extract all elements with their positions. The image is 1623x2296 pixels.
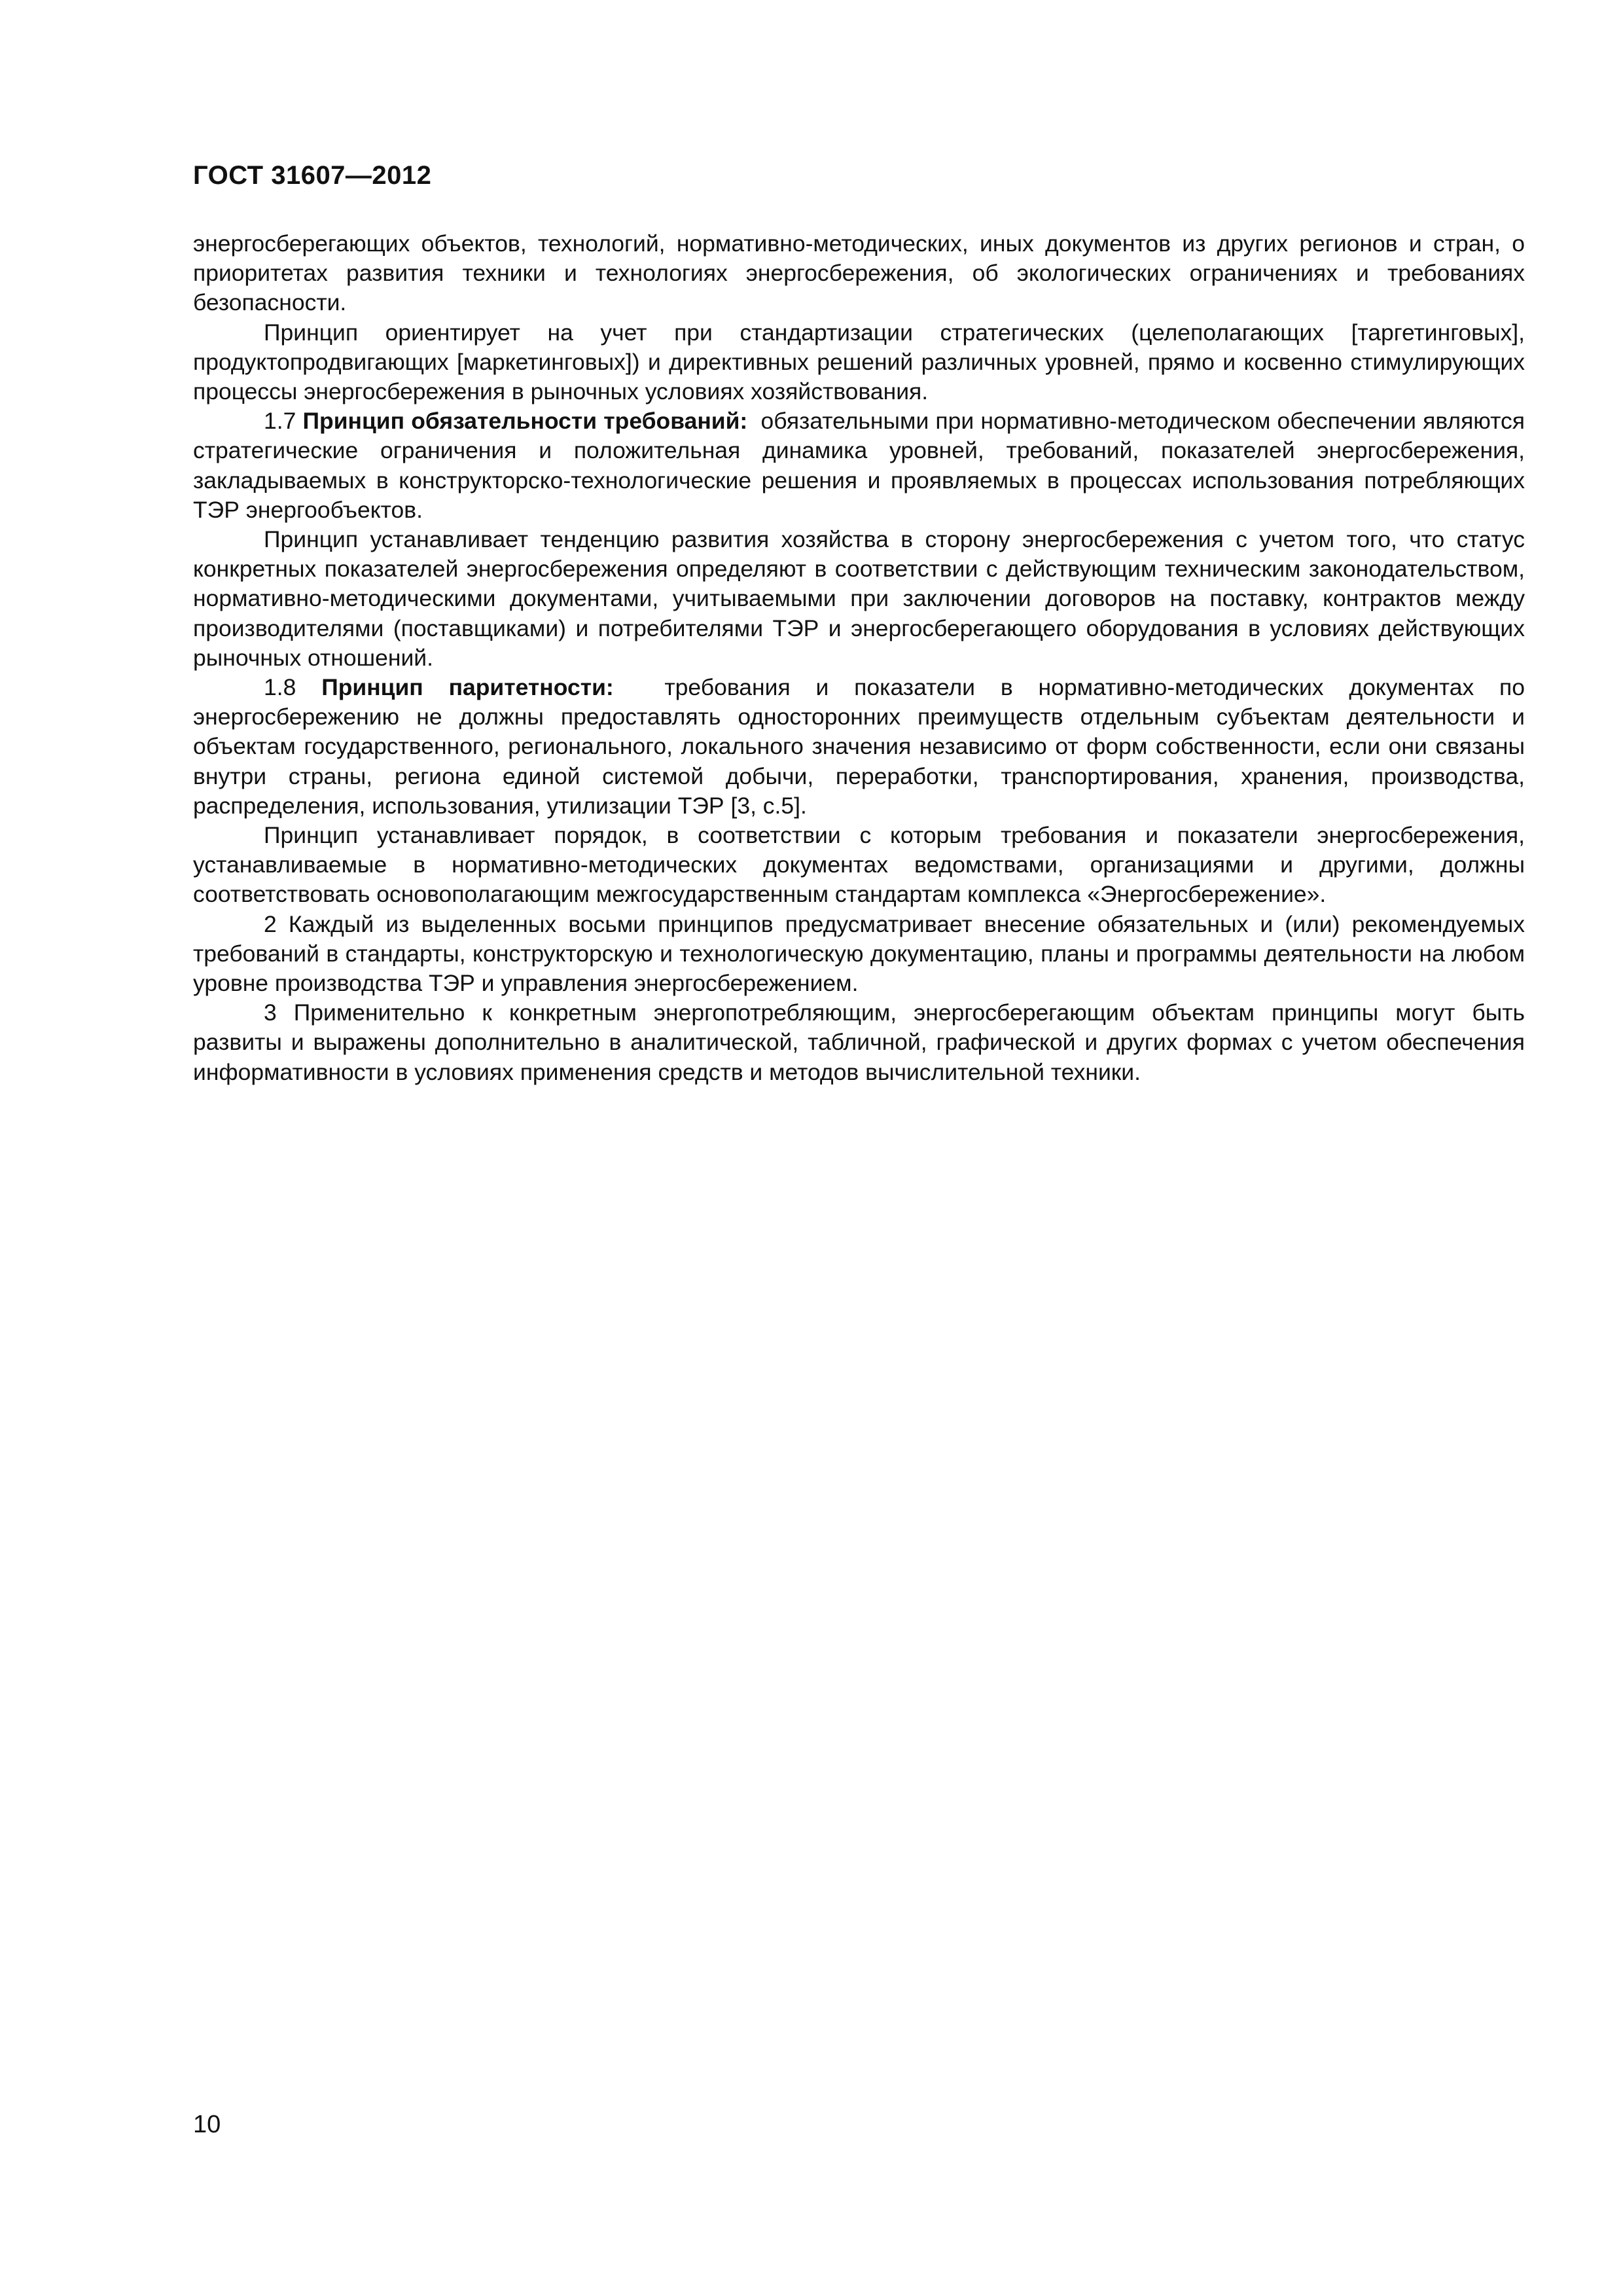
paragraph-text: 3 Применительно к конкретным энергопотребляющим, энергосберегающим объектам принципы могут быть развиты и выражены дополнительно в аналитической, табличной, графической и других формах с учетом обеспечения информативности в условиях применения средств и методов вычислительной техники. (193, 999, 1525, 1085)
paragraph-text: Принцип устанавливает тенденцию развития хозяйства в сторону энергосбережения с учетом того, что статус конкретных показателей энергосбережения определяют в соответствии с действующим техническим законодательством, нормативно-методическими документами, учитываемыми при заключении договоров на поставку, контрактов между производителями (поставщиками) и потребителями ТЭР и энергосберегающего оборудования в условиях действующих рыночных отношений. (193, 526, 1525, 671)
paragraph-clause-1-7 (193, 406, 1525, 525)
paragraph-text: требования и показатели в нормативно-методических документах по энергосбережению не должны предоставлять односторонних преимуществ отдельным субъектам деятельности и объектам государственного, регионального, локального значения независимо от форм собственности, если они связаны внутри страны, региона единой системой добычи, переработки, транспортирования, хранения, производства, распределения, использования, утилизации ТЭР [3, с.5]. (193, 674, 1525, 819)
clause-heading: Принцип обязательности требований: (302, 408, 748, 435)
paragraph-text: 2 Каждый из выделенных восьми принципов предусматривает внесение обязательных и (или) рекомендуемых требований в стандарты, конструкторскую и технологическую документацию, планы и программы деятельности на любом уровне производства ТЭР и управления энергосбережением. (193, 910, 1525, 997)
document-header-title: ГОСТ 31607—2012 (193, 161, 432, 190)
page-number: 10 (193, 2111, 221, 2138)
clause-heading: Принцип паритетности: (321, 674, 614, 701)
paragraph-text: энергосберегающих объектов, технологий, нормативно-методических, иных документов из других регионов и стран, о приоритетах развития техники и технологиях энергосбережения, об экологических ограничениях и требованиях безопасности. (193, 230, 1525, 316)
paragraph-text: Принцип ориентирует на учет при стандартизации стратегических (целеполагающих [таргетинговых], продуктопродвигающих [маркетинговых]) и директивных решений различных уровней, прямо и косвенно стимулирующих процессы энергосбережения в рыночных условиях хозяйствования. (193, 319, 1525, 405)
document-body (193, 229, 1525, 1087)
paragraph (193, 318, 1525, 407)
paragraph-clause-1-8 (193, 673, 1525, 821)
paragraph (193, 821, 1525, 910)
clause-number: 1.8 (264, 674, 296, 701)
clause-number: 1.7 (264, 408, 296, 435)
paragraph-text: Принцип устанавливает порядок, в соответствии с которым требования и показатели энергосбережения, устанавливаемые в нормативно-методических документах ведомствами, организациями и другими, должны соответствовать основополагающим межгосударственным стандартам комплекса «Энергосбережение». (193, 822, 1525, 908)
paragraph (193, 525, 1525, 673)
paragraph-text: обязательными при нормативно-методическом обеспечении являются стратегические ограничения и положительная динамика уровней, требований, показателей энергосбережения, закладываемых в конструкторско-технологические решения и проявляемых в процессах использования потребляющих ТЭР энергообъектов. (193, 408, 1525, 523)
paragraph-item-3 (193, 998, 1525, 1087)
paragraph-continuation (193, 229, 1525, 318)
paragraph-item-2 (193, 910, 1525, 999)
